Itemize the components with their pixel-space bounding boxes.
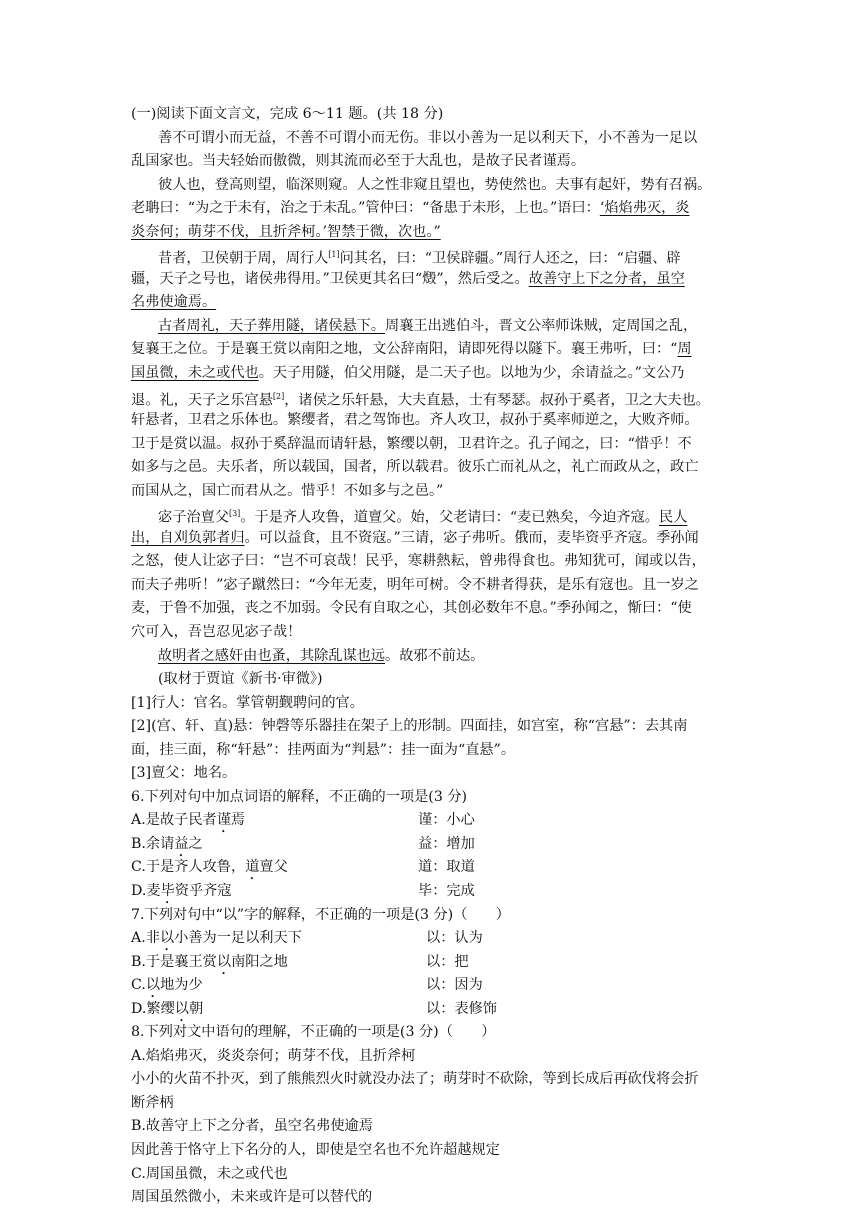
q8-line-5: 因此善于恪守上下名分的人，即使是空名也不允许超越规定 <box>131 1141 500 1158</box>
passage-p4-line2 <box>131 338 692 360</box>
q8-stem: 8.下列对文中语句的理解，不正确的一项是(3 分)（ ） <box>131 1024 496 1041</box>
passage-p3-line1-a: 昔者，卫侯朝于周，周行人 <box>158 251 329 268</box>
q6-d-pre: D.麦 <box>131 882 161 899</box>
q8-line-1: A.焰焰弗灭，炎炎奈何；萌芽不伐，且折斧柯 <box>131 1047 416 1064</box>
passage-p5-line6: 穴可入，吾岂忍见宓子哉！ <box>131 624 302 640</box>
underlined-quote-1: ‘焰焰弗灭，炎 <box>599 200 690 217</box>
q7-c-pre: C. <box>131 977 146 994</box>
q7-b-post: 南阳之地 <box>231 953 288 970</box>
passage-p3-line1 <box>158 244 681 270</box>
passage-p2-line1: 彼人也，登高则望，临深则窥。人之性非窥且望也，势使然也。夫事有起奸，势有召祸。 <box>158 176 712 193</box>
passage-p5-line5: 麦，于鲁不加强，丧之不加弱。令民有自取之心，其创必数年不息。”季孙闻之，惭曰：“使 <box>131 600 692 617</box>
underlined-sentence-5: 故明者之感奸由也蚤，其除乱谋也远 <box>158 647 386 664</box>
passage-p4-line4-b: ，诸侯之乐轩悬，大夫直悬，士有琴瑟。叔孙于奚者，卫之大夫也。 <box>284 392 710 409</box>
passage-p4-line5: 轩悬者，卫君之乐体也。繁缨者，君之驾饰也。齐人攻卫，叔孙于奚率师逆之，大败齐师。 <box>131 412 699 429</box>
note-3: [3]亶父：地名。 <box>131 765 237 782</box>
underlined-sentence-3-start: 周 <box>677 341 692 358</box>
passage-p4-line4-a: 退。礼，天子之乐宫悬 <box>131 392 273 409</box>
source-citation: (取材于贾谊《新书·审微》) <box>158 671 323 687</box>
q7-option-a-gloss: 以：认为 <box>426 930 483 946</box>
q6-c-pre: C.于是齐人攻鲁， <box>131 859 246 876</box>
passage-p1-line2: 乱国家也。当夫轻始而傲微，则其流而必至于大乱也，是故子民者谨焉。 <box>131 153 586 170</box>
passage-p5-line1-a: 宓子治亶父 <box>158 509 229 526</box>
passage-p2-line3 <box>131 221 441 243</box>
passage-p6-line1-b: 。故邪不前达。 <box>385 647 485 664</box>
q7-option-c-gloss: 以：因为 <box>426 977 483 994</box>
underlined-sentence-1-end: 名弗使逾焉。 <box>131 294 217 311</box>
footnote-ref-3: [3] <box>228 509 241 519</box>
q6-option-b-gloss: 益：增加 <box>418 835 475 852</box>
q7-b-dotted-word: 以 <box>216 953 232 970</box>
underlined-sentence-1: 故善守上下之分者，虽空 <box>528 270 685 287</box>
passage-p4-line2-a: 复襄王之位。于是襄王赏以南阳之地，文公辞南阳，请即死得以隧下。襄王弗听，曰：“ <box>131 341 678 358</box>
q7-c-post: 地为少 <box>160 977 203 994</box>
q6-c-post: 亶父 <box>259 859 288 876</box>
q8-line-6: C.周国虽微，未之或代也 <box>131 1165 288 1182</box>
q6-option-c-gloss: 道：取道 <box>418 859 475 876</box>
underlined-sentence-4: 出，自刈负郭者归 <box>131 529 245 546</box>
q8-line-3: 断斧柄 <box>131 1094 174 1111</box>
passage-p3-line1-b: 问其名，曰：“卫侯辟疆。”周行人还之，曰：“启疆、辟 <box>339 251 681 268</box>
passage-p4-line7: 如多与之邑。夫乐者，所以载国，国者，所以载君。彼乐亡而礼从之，礼亡而政从之，政亡 <box>131 459 699 476</box>
underlined-sentence-4-start: 民人 <box>659 509 688 526</box>
q6-a-post: 焉 <box>230 812 246 829</box>
q8-line-4: B.故善守上下之分者，虽空名弗使逾焉 <box>131 1118 373 1135</box>
q7-option-b-gloss: 以：把 <box>426 953 469 970</box>
q6-b-dotted-word: 益 <box>174 835 189 852</box>
q6-option-d-gloss: 毕：完成 <box>418 882 475 899</box>
passage-p3-line2 <box>131 268 685 290</box>
underlined-sentence-2: 古者周礼，天子葬用隧，诸侯悬下。 <box>158 317 386 334</box>
q7-a-dotted-word: 以 <box>159 930 175 946</box>
note-2-cont: 面，挂三面，称“轩悬”：挂两面为“判悬”：挂一面为“直悬”。 <box>131 741 516 758</box>
passage-p4-line1-b: 周襄王出逃伯斗，晋文公率师诛贼，定周国之乱， <box>385 317 698 334</box>
passage-p4-line8: 而国从之，国亡而君从之。惜乎！不如多与之邑。” <box>131 482 444 499</box>
footnote-ref-2: [2] <box>272 391 285 401</box>
passage-p5-line1-b: 。于是齐人攻鲁，道亶父。始，父老请曰：“麦已熟矣，今迫齐寇。 <box>240 509 659 526</box>
q7-stem: 7.下列对句中“以”字的解释，不正确的一项是(3 分)（ ） <box>131 906 510 923</box>
note-1: [1]行人：官名。掌管朝觐聘问的官。 <box>131 694 364 711</box>
passage-p2-line2-text: 老聃曰：“为之于未有，治之于未乱。”管仲曰：“备患于未形，上也。”语曰： <box>131 200 600 217</box>
q7-option-d-gloss: 以：表修饰 <box>426 1000 497 1017</box>
q7-c-dotted-word: 以 <box>145 977 161 994</box>
passage-p2-line2 <box>131 197 689 219</box>
passage-p4-line3 <box>131 362 684 384</box>
passage-p4-line3-b: 。天子用隧，伯父用隧，是二天子也。以地为少，余请益之。”文公乃 <box>258 365 685 381</box>
passage-p5-line4: 而夫子弗听！”宓子蹴然曰：“今年无麦，明年可树。令不耕者得获，是乐有寇也。且一岁之 <box>131 576 699 593</box>
passage-p3-line2-a: 疆，天子之号也，诸侯弗得用。”卫侯更其名曰“燬”，然后受之。 <box>131 270 529 287</box>
q7-d-dotted-word: 以 <box>174 1000 189 1017</box>
passage-p4-line4 <box>131 386 710 412</box>
q6-option-a-gloss: 谨：小心 <box>418 812 475 829</box>
passage-p4-line6: 卫于是赏以温。叔孙于奚辞温而请轩悬，繁缨以朝，卫君许之。孔子闻之，曰：“惜乎！不 <box>131 435 692 452</box>
underlined-sentence-3: 国虽微，未之或代也 <box>131 365 259 381</box>
q7-a-post: 小善为一足以利天下 <box>174 930 302 946</box>
q6-b-pre: B.余请 <box>131 835 175 852</box>
q7-d-pre: D.繁缨 <box>131 1000 175 1017</box>
footnote-ref-1: [1] <box>328 250 340 260</box>
passage-p1-line1: 善不可谓小而无益，不善不可谓小而无伤。非以小善为一足以利天下，小不善为一足以 <box>158 129 698 146</box>
q7-b-pre: B.于是襄王赏 <box>131 953 217 970</box>
passage-p3-line3 <box>131 291 216 313</box>
q6-b-post: 之 <box>188 835 203 852</box>
passage-p6-line1 <box>158 645 484 667</box>
passage-p4-line1 <box>158 315 697 337</box>
q6-stem: 6.下列对句中加点词语的解释，不正确的一项是(3 分) <box>131 788 468 805</box>
passage-p5-line3: 之怒，使人让宓子曰：“岂不可哀哉！民乎，寒耕熱耘，曾弗得食也。弗知犹可，闻或以告， <box>131 553 706 570</box>
q6-a-pre: A.是故子民者 <box>131 812 217 829</box>
underlined-quote-3: 智禁于微，次也。” <box>327 223 441 240</box>
passage-p5-line2-b: 。可以益食，且不资寇。”三请，宓子弗听。俄而，麦毕资乎齐寇。季孙闻 <box>244 529 699 546</box>
underlined-quote-2: 炎奈何；萌芽不伐，且折斧柯。’ <box>131 223 328 240</box>
q7-a-pre: A.非 <box>131 930 160 946</box>
q6-c-dotted-word: 道 <box>245 859 260 876</box>
note-2: [2](宫、轩、直)悬：钟磬等乐器挂在架子上的形制。四面挂，如宫室，称“宫悬”：去其南 <box>131 718 688 735</box>
q7-d-post: 朝 <box>188 1000 204 1017</box>
section-header: (一)阅读下面文言文，完成 6～11 题。(共 18 分) <box>131 106 444 122</box>
q6-a-dotted-word: 谨 <box>216 812 231 829</box>
q8-line-7: 周国虽然微小，未来或许是可以替代的 <box>131 1189 373 1205</box>
q6-d-post: 资乎齐寇 <box>174 882 232 899</box>
q6-d-dotted-word: 毕 <box>160 882 175 899</box>
passage-p5-line2 <box>131 527 699 549</box>
q8-line-2: 小小的火苗不扑灭，到了熊熊烈火时就没办法了；萌芽时不砍除，等到长成后再砍伐将会折 <box>131 1071 699 1088</box>
passage-p5-line1 <box>158 503 687 529</box>
